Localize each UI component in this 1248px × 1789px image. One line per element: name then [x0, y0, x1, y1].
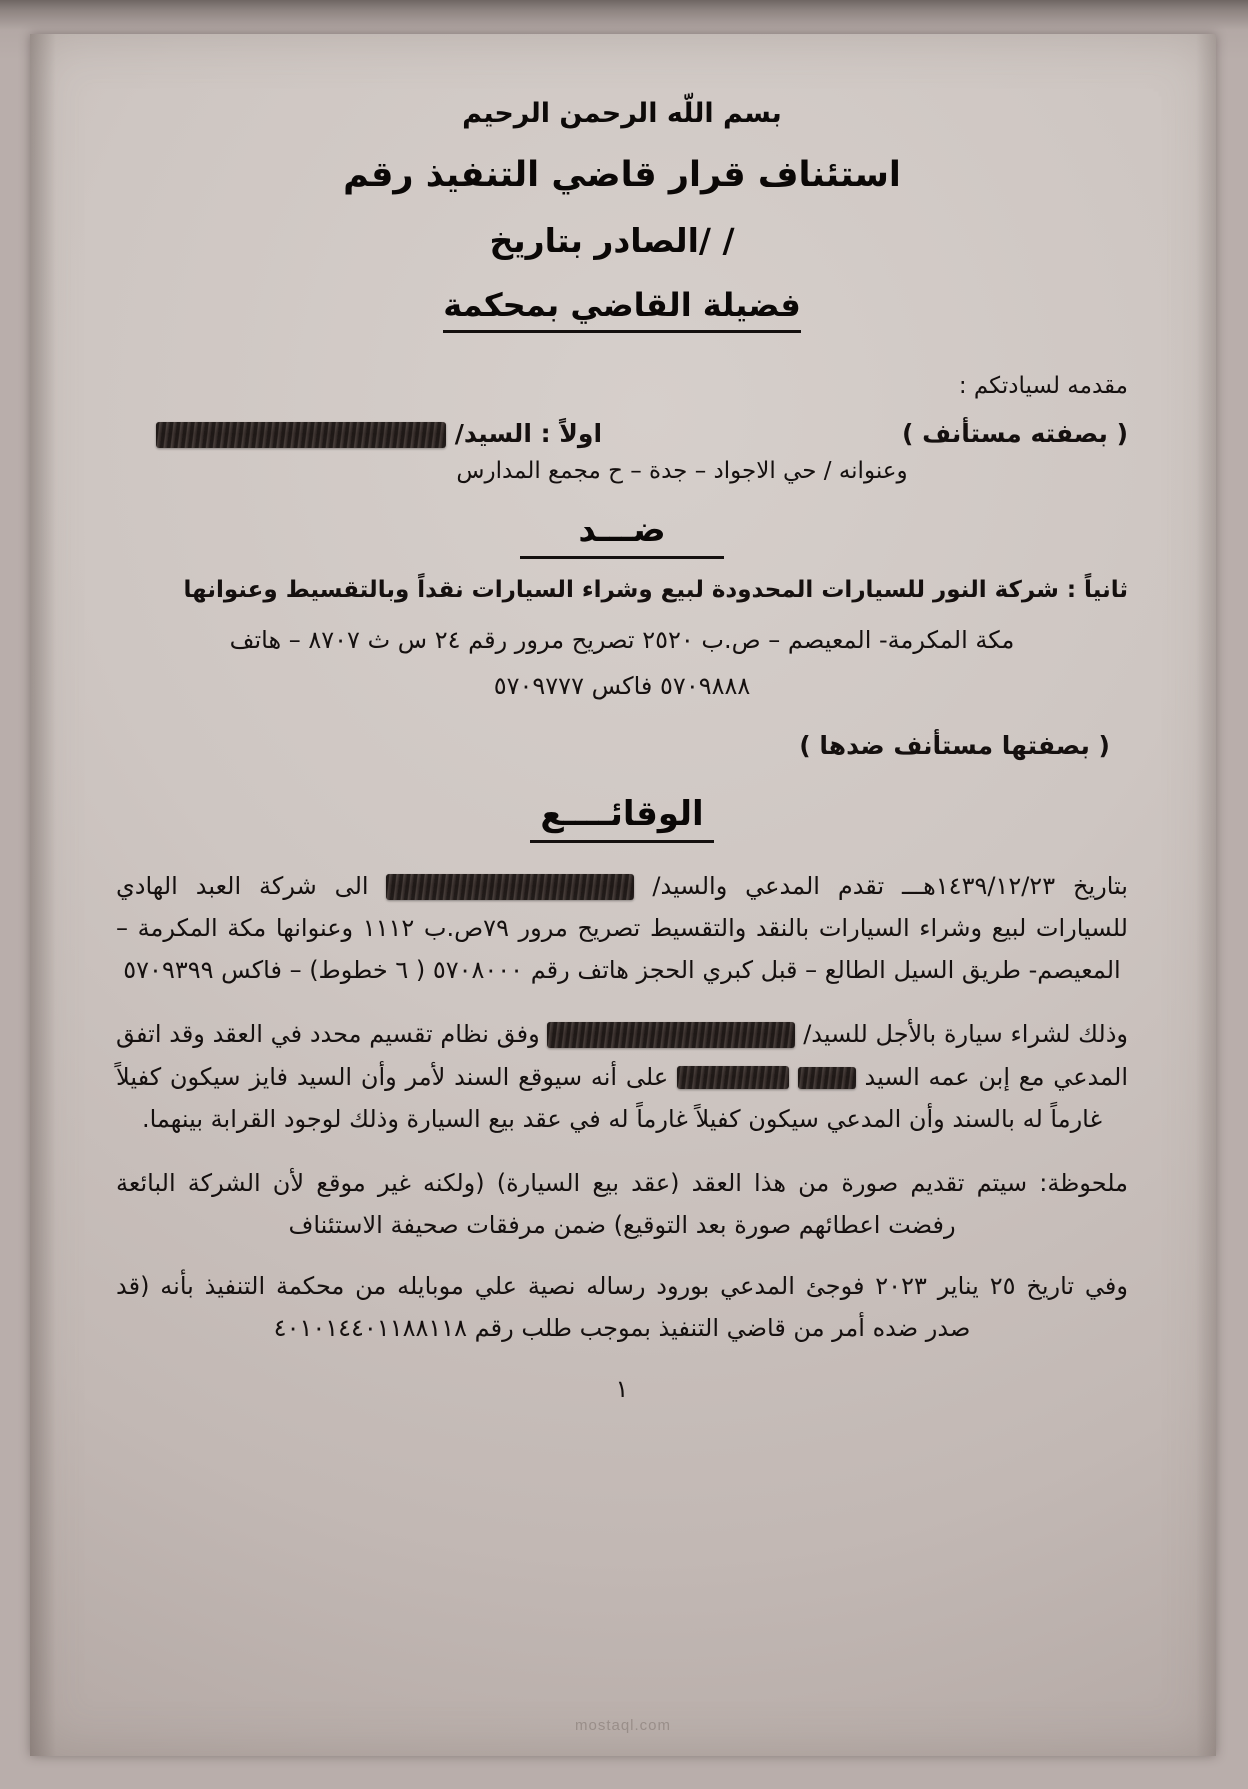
document-content	[116, 98, 1128, 1698]
second-party-address-line1: مكة المكرمة- المعيصم – ص.ب ٢٥٢٠ تصريح مرور رقم ٢٤ س ث ٨٧٠٧ – هاتف	[229, 625, 1015, 654]
facts-p2-part3: العقد وقد اتفق المدعي مع إبن عمه السيد	[116, 1020, 1128, 1091]
facts-heading	[116, 794, 1128, 843]
facts-paragraph-2	[116, 1013, 1128, 1140]
redaction-cousin-name-1	[798, 1067, 856, 1089]
facts-p1-part1: بتاريخ ١٤٣٩/١٢/٢٣هـــ تقدم المدعي والسيد/	[652, 871, 1128, 900]
facts-heading-text: الوقائــــع	[530, 794, 713, 843]
redaction-buyer-name	[547, 1022, 795, 1048]
issue-date-slashes: / /	[698, 221, 735, 260]
watermark: mostaql.com	[574, 1717, 672, 1734]
facts-paragraph-3-note: ملحوظة: سيتم تقديم صورة من هذا العقد (عقد بيع السيارة) (ولكنه غير موقع لأن الشركة البائعة رفضت اعطائهم صورة بعد التوقيع) ضمن مرفقات صحيفة الاستئناف	[116, 1169, 1128, 1240]
second-party-label: ثانياً : شركة النور للسيارات المحدودة لبيع وشراء السيارات نقداً وبالتقسيط وعنوانها	[183, 577, 1128, 603]
issue-date-label: الصادر بتاريخ	[489, 221, 699, 260]
facts-p2-part2: وفق نظام تقسيم محدد في	[270, 1020, 540, 1049]
basmala-line: بسم اللّه الرحمن الرحيم	[462, 98, 782, 129]
redaction-first-party-name	[156, 422, 446, 448]
second-party-capacity: ( بصفتها مستأنف ضدها )	[799, 730, 1110, 760]
redaction-cousin-name-2	[677, 1066, 789, 1089]
facts-p2-rest: فايز سيكون كفيلاً غارماً له بالسند وأن المدعي سيكون كفيلاً غارماً له في عقد بيع السيارة وذلك لوجود القرابة بينهما.	[116, 1062, 1103, 1133]
facts-paragraph-1	[116, 865, 1128, 992]
page-number: ١	[615, 1374, 629, 1403]
redaction-plaintiff-name-1	[386, 874, 634, 900]
court-heading-text: فضيلة القاضي بمحكمة	[443, 286, 801, 333]
facts-p1-rest: الهادي للسيارات لبيع وشراء السيارات بالنقد والتقسيط تصريح مرور ٧٩ص.ب ١١١٢ وعنوانها مكة المكرمة – المعيصم- طريق السيل الطالع – قبل كبري الحجز هاتف رقم ٥٧٠٨٠٠٠ ( ٦ خطوط) – فاكس ٥٧٠٩٣٩٩	[116, 871, 1128, 985]
page-title: استئناف قرار قاضي التنفيذ رقم	[343, 155, 901, 195]
court-heading	[116, 286, 1128, 333]
facts-p2-part1: وذلك لشراء سيارة بالأجل للسيد/	[803, 1020, 1128, 1049]
issue-date-line	[116, 221, 1128, 260]
first-party-row	[116, 419, 1128, 448]
second-party-address-line2: ٥٧٠٩٨٨٨ فاكس ٥٧٠٩٧٧٧	[493, 671, 751, 700]
facts-p2-part4: على أنه سيوقع السند لأمر وأن السيد	[296, 1062, 669, 1091]
first-party-address: وعنوانه / حي الاجواد – جدة – ح مجمع المدارس	[456, 458, 908, 484]
facts-paragraph-4: وفي تاريخ ٢٥ يناير ٢٠٢٣ فوجئ المدعي بورود رساله نصية علي موبايله من محكمة التنفيذ بأنه (قد صدر ضده أمر من قاضي التنفيذ بموجب طلب رقم ٤٠١٠١٤٤٠١١٨٨١١٨	[116, 1271, 1128, 1342]
first-party-label: اولاً : السيد/	[156, 419, 602, 448]
submitted-to-label: مقدمه لسيادتكم :	[958, 373, 1128, 399]
paper-sheet	[30, 34, 1216, 1756]
facts-p1-part2: الى شركة العبد	[195, 871, 369, 900]
versus-text: ضـــد	[520, 510, 723, 559]
versus-separator	[116, 510, 1128, 559]
first-party-capacity: ( بصفته مستأنف )	[901, 419, 1128, 448]
